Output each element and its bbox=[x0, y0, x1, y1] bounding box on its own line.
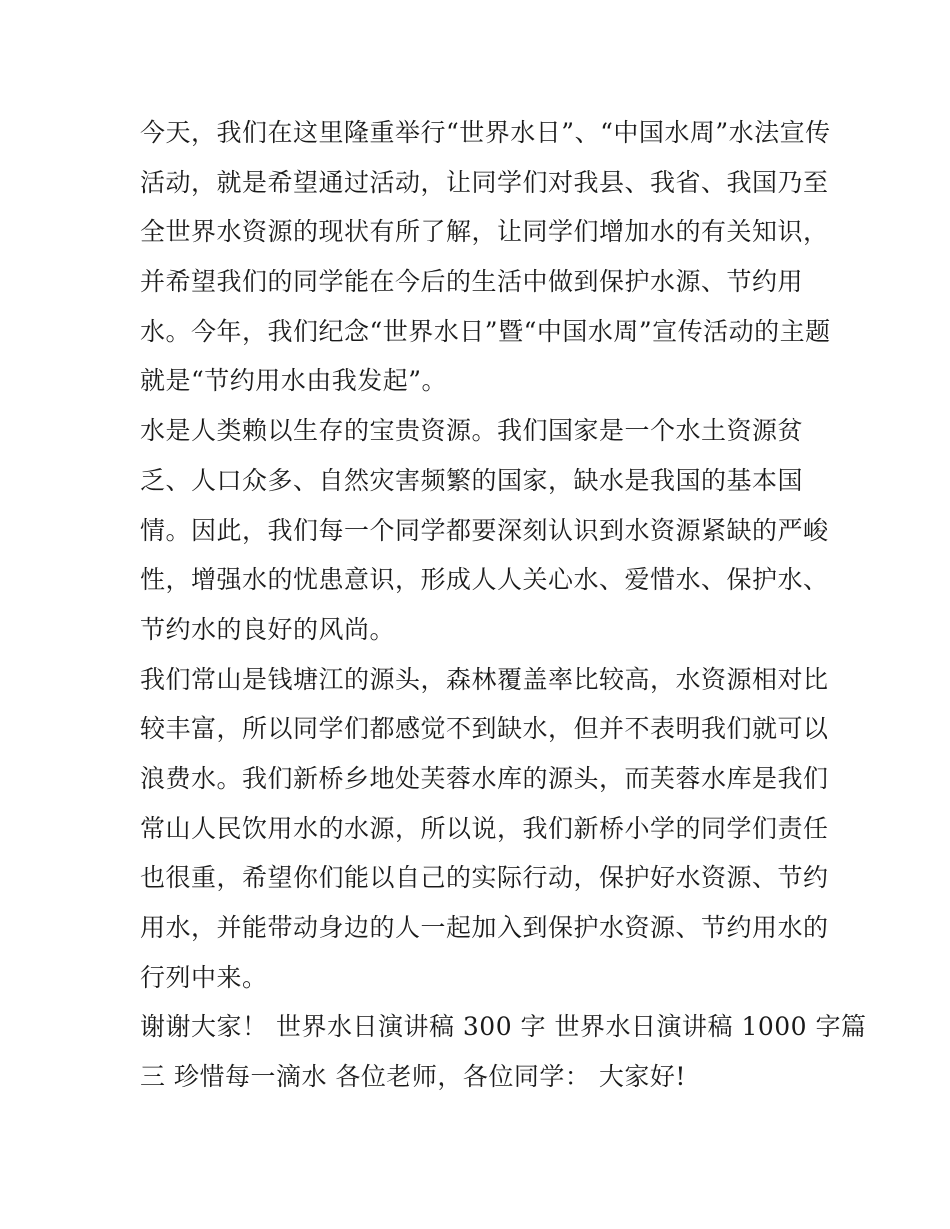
text-line: 就是“节约用水由我发起”。 bbox=[140, 366, 448, 396]
text-line: 性，增强水的忧患意识，形成人人关心水、爱惜水、保护水、 bbox=[140, 565, 829, 595]
text-line: 乏、人口众多、自然灾害频繁的国家，缺水是我国的基本国 bbox=[140, 465, 804, 495]
text-line: 节约水的良好的风尚。 bbox=[140, 614, 396, 644]
text-line: 我们常山是钱塘江的源头，森林覆盖率比较高，水资源相对比 bbox=[140, 664, 829, 694]
text-line: 谢谢大家！ 世界水日演讲稿 300 字 世界水日演讲稿 1000 字篇 bbox=[140, 1012, 867, 1042]
text-line: 活动，就是希望通过活动，让同学们对我县、我省、我国乃至 bbox=[140, 167, 829, 197]
text-line: 也很重，希望你们能以自己的实际行动，保护好水资源、节约 bbox=[140, 863, 829, 893]
text-line: 情。因此，我们每一个同学都要深刻认识到水资源紧缺的严峻 bbox=[140, 515, 829, 545]
text-line: 并希望我们的同学能在今后的生活中做到保护水源、节约用 bbox=[140, 267, 804, 297]
text-line: 浪费水。我们新桥乡地处芙蓉水库的源头，而芙蓉水库是我们 bbox=[140, 763, 829, 793]
body-text bbox=[140, 108, 867, 1102]
text-line: 水。今年，我们纪念“世界水日”暨“中国水周”宣传活动的主题 bbox=[140, 316, 831, 346]
text-line: 用水，并能带动身边的人一起加入到保护水资源、节约用水的 bbox=[140, 913, 829, 942]
text-line: 全世界水资源的现状有所了解，让同学们增加水的有关知识， bbox=[140, 217, 829, 247]
text-line: 行列中来。 bbox=[140, 962, 268, 992]
text-line: 常山人民饮用水的水源，所以说，我们新桥小学的同学们责任 bbox=[140, 813, 829, 843]
text-line: 今天，我们在这里隆重举行“世界水日”、“中国水周”水法宣传 bbox=[140, 118, 831, 147]
text-line: 水是人类赖以生存的宝贵资源。我们国家是一个水土资源贫 bbox=[140, 416, 804, 446]
text-line: 较丰富，所以同学们都感觉不到缺水，但并不表明我们就可以 bbox=[140, 714, 829, 744]
text-line: 三 珍惜每一滴水 各位老师，各位同学： 大家好! bbox=[140, 1062, 686, 1092]
